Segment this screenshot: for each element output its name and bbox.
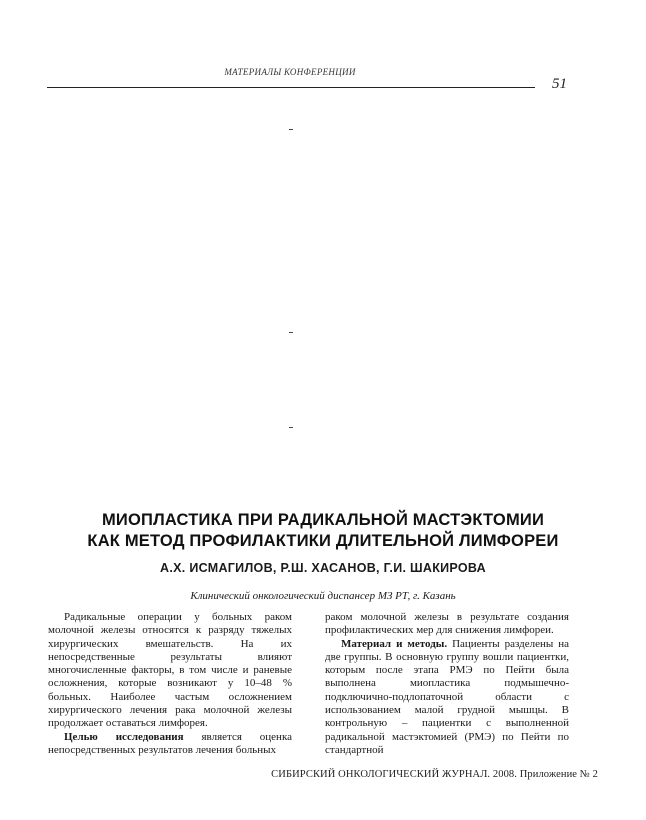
paragraph-lead: Целью исследования — [64, 730, 184, 743]
journal-footer: СИБИРСКИЙ ОНКОЛОГИЧЕСКИЙ ЖУРНАЛ. 2008. Приложение № 2 — [271, 769, 598, 780]
paragraph — [48, 731, 292, 758]
paragraph-text: является оценка непосредственных результатов лечения больных — [48, 730, 293, 756]
paragraph — [325, 638, 569, 758]
paragraph: Радикальные операции у больных раком молочной железы относятся к разряду тяжелых хирургических вмешательств. На их непосредственные результаты влияют многочисленные факторы, в том числе и раневые осложнения, которые возникают у 10–48 % больных. Наиболее частым осложнением хирургического лечения рака молочной железы продолжает оставаться лимфорея. — [48, 611, 292, 730]
dash-mark — [289, 129, 293, 130]
header-rule — [47, 87, 535, 88]
dash-mark — [289, 332, 293, 333]
title-line-2: КАК МЕТОД ПРОФИЛАКТИКИ ДЛИТЕЛЬНОЙ ЛИМФОРЕИ — [87, 532, 559, 550]
left-column — [48, 611, 292, 757]
page-number: 51 — [552, 76, 567, 92]
authors: А.Х. ИСМАГИЛОВ, Р.Ш. ХАСАНОВ, Г.И. ШАКИРОВА — [160, 561, 486, 575]
affiliation: Клинический онкологический диспансер МЗ РТ, г. Казань — [190, 590, 456, 602]
paragraph: раком молочной железы в результате создания профилактических мер для снижения лимфореи. — [325, 611, 569, 637]
dash-mark — [289, 427, 293, 428]
right-column — [325, 611, 569, 757]
title-line-1: МИОПЛАСТИКА ПРИ РАДИКАЛЬНОЙ МАСТЭКТОМИИ — [101, 511, 545, 529]
paragraph-lead: Материал и методы. — [341, 637, 448, 650]
paragraph-text: Пациенты разделены на две группы. В основную группу вошли пациентки, которым после этапа РМЭ по Пейти была выполнена миопластика подмышечно-подключично-подлопаточной области с использованием малой грудной мышцы. В контрольную – пациентки с выполненной радикальной мастэктомией (РМЭ) по Пейти по стандартной — [325, 637, 569, 756]
article-title — [40, 510, 606, 552]
running-header: МАТЕРИАЛЫ КОНФЕРЕНЦИИ — [224, 67, 356, 77]
